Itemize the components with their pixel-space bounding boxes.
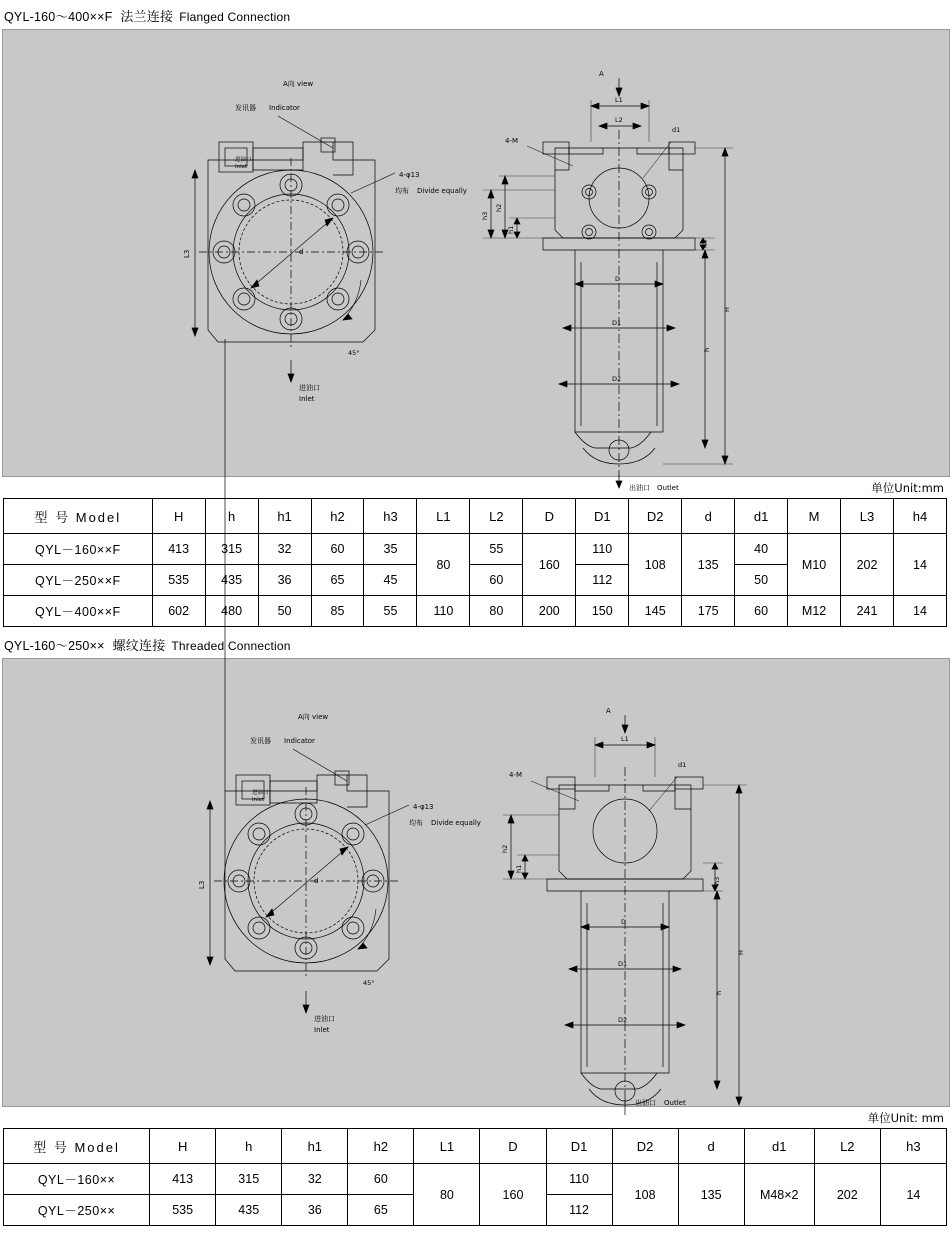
th-h: h — [216, 1129, 282, 1164]
cell-H: 602 — [152, 596, 205, 627]
cell-D2: 108 — [612, 1164, 678, 1226]
cell-h4: 14 — [894, 596, 947, 627]
cell-H: 413 — [150, 1164, 216, 1195]
th-h3: h3 — [880, 1129, 946, 1164]
cell-L2: 60 — [470, 565, 523, 596]
inlet-label-en-2: Inlet — [314, 1026, 330, 1034]
cell-d1: 50 — [735, 565, 788, 596]
th-D: D — [523, 499, 576, 534]
outlet-label-cn-1: 出油口 — [629, 484, 650, 492]
th-D1: D1 — [546, 1129, 612, 1164]
cell-model: QYL－160×× — [4, 1164, 150, 1195]
th-h2: h2 — [311, 499, 364, 534]
section-1-title-en: Flanged Connection — [179, 10, 291, 24]
angle-label-2: 45° — [363, 979, 375, 987]
cell-model: QYL－160××F — [4, 534, 153, 565]
dim-h2-1: h2 — [495, 203, 503, 212]
outlet-label-en-2: Outlet — [664, 1099, 686, 1107]
cell-h: 315 — [216, 1164, 282, 1195]
th-M: M — [788, 499, 841, 534]
cell-D2: 145 — [629, 596, 682, 627]
cell-L3: 241 — [841, 596, 894, 627]
table-row — [4, 596, 947, 627]
section-2-title-en: Threaded Connection — [171, 639, 291, 653]
a-mark-2: A — [606, 707, 611, 715]
section-1-title-cn: 法兰连接 — [120, 10, 174, 25]
cell-L1: 110 — [417, 596, 470, 627]
th-d: d — [678, 1129, 744, 1164]
dim-H-2: H — [737, 950, 745, 955]
cell-model: QYL－250××F — [4, 565, 153, 596]
cell-H: 535 — [150, 1195, 216, 1226]
divide-label-en: Divide equally — [417, 187, 467, 195]
spec-table-threaded — [3, 1128, 947, 1226]
cell-h: 315 — [205, 534, 258, 565]
cell-h4: 14 — [894, 534, 947, 596]
cell-d: 175 — [682, 596, 735, 627]
cell-h2: 60 — [348, 1164, 414, 1195]
divide-label-en-2: Divide equally — [431, 819, 481, 827]
th-H: H — [150, 1129, 216, 1164]
inlet-label-en-1: Inlet — [299, 395, 315, 403]
cell-M: M12 — [788, 596, 841, 627]
dim-d-left: d — [299, 248, 304, 256]
cell-D1: 112 — [546, 1195, 612, 1226]
divide-label-cn-2: 均布 — [409, 819, 423, 827]
inlet-label-cn-1: 进油口 — [299, 384, 320, 392]
dim-h1-2: h1 — [515, 864, 523, 873]
cell-d: 135 — [682, 534, 735, 596]
cell-h: 435 — [216, 1195, 282, 1226]
cell-H: 413 — [152, 534, 205, 565]
dim-h2-2: h2 — [501, 844, 509, 853]
indicator-label-cn: 发讯器 — [235, 104, 256, 112]
inlet-small-cn-2: 进油口 — [252, 790, 269, 796]
th-h4: h4 — [894, 499, 947, 534]
dim-D-1: D — [615, 275, 621, 283]
dim-h4-1: h4 — [701, 239, 709, 248]
table-header-row — [4, 1129, 947, 1164]
a-view-label-2: A向 view — [298, 713, 329, 721]
dim-D1-2: D1 — [618, 960, 628, 968]
dim-D2-1: D2 — [612, 375, 622, 383]
indicator-label-en-2: Indicator — [284, 737, 315, 745]
dim-h3-2: h3 — [713, 876, 721, 885]
unit-note-2: 单位Unit: mm — [867, 1111, 944, 1125]
th-L1: L1 — [417, 499, 470, 534]
table-row — [4, 534, 947, 565]
cell-d1: M48×2 — [744, 1164, 814, 1226]
cell-model: QYL－250×× — [4, 1195, 150, 1226]
cell-L2: 202 — [814, 1164, 880, 1226]
cell-h: 480 — [205, 596, 258, 627]
cell-L2: 55 — [470, 534, 523, 565]
th-L2: L2 — [814, 1129, 880, 1164]
th-d: d — [682, 499, 735, 534]
dim-L1-1: L1 — [615, 96, 623, 104]
drawing-threaded — [2, 658, 950, 1107]
cell-h3: 45 — [364, 565, 417, 596]
cell-h2: 85 — [311, 596, 364, 627]
cell-D: 160 — [523, 534, 576, 596]
section-1-code: QYL-160～400××F — [4, 10, 113, 24]
dim-L3-left: L3 — [183, 249, 191, 258]
cell-D1: 150 — [576, 596, 629, 627]
angle-label-1: 45° — [348, 349, 360, 357]
cell-h2: 65 — [311, 565, 364, 596]
four-m-1: 4-M — [505, 137, 519, 145]
holes-label: 4-φ13 — [399, 171, 420, 179]
table-header-row — [4, 499, 947, 534]
dim-L2-1: L2 — [615, 116, 623, 124]
th-model: 型 号 Model — [4, 499, 153, 534]
th-h2: h2 — [348, 1129, 414, 1164]
cell-model: QYL－400××F — [4, 596, 153, 627]
th-D1: D1 — [576, 499, 629, 534]
cell-d1: 60 — [735, 596, 788, 627]
spec-table-flanged — [3, 498, 947, 627]
cell-h2: 60 — [311, 534, 364, 565]
cell-D1: 110 — [576, 534, 629, 565]
dim-h-1: h — [703, 347, 711, 352]
dim-h1-1: h1 — [507, 225, 515, 234]
th-L1: L1 — [414, 1129, 480, 1164]
dim-H-1: H — [723, 307, 731, 312]
dim-D2-2: D2 — [618, 1016, 628, 1024]
cell-h1: 36 — [258, 565, 311, 596]
th-D: D — [480, 1129, 546, 1164]
th-D2: D2 — [629, 499, 682, 534]
outlet-label-en-1: Outlet — [657, 484, 679, 492]
divide-label-cn: 均布 — [395, 187, 409, 195]
cell-h3: 35 — [364, 534, 417, 565]
dim-d1-2: d1 — [678, 761, 687, 769]
dim-d1-1: d1 — [672, 126, 681, 134]
cell-h1: 32 — [282, 1164, 348, 1195]
a-view-label: A向 view — [283, 80, 314, 88]
th-h1: h1 — [282, 1129, 348, 1164]
cell-h2: 65 — [348, 1195, 414, 1226]
cell-D2: 108 — [629, 534, 682, 596]
dim-L1-2: L1 — [621, 735, 629, 743]
cell-D: 160 — [480, 1164, 546, 1226]
unit-note-1: 单位Unit:mm — [871, 481, 944, 495]
cell-L1: 80 — [414, 1164, 480, 1226]
section-2-title-cn: 螺纹连接 — [112, 639, 166, 654]
section-1-title — [0, 0, 952, 29]
inlet-label-cn-2: 进油口 — [314, 1015, 335, 1023]
th-d1: d1 — [744, 1129, 814, 1164]
dim-L3-left-2: L3 — [198, 880, 206, 889]
th-h1: h1 — [258, 499, 311, 534]
dim-h-2: h — [715, 990, 723, 995]
th-H: H — [152, 499, 205, 534]
section-2-code: QYL-160～250×× — [4, 639, 105, 653]
dim-D1-1: D1 — [612, 319, 622, 327]
cell-D1: 112 — [576, 565, 629, 596]
th-h3: h3 — [364, 499, 417, 534]
cell-H: 535 — [152, 565, 205, 596]
cell-h1: 50 — [258, 596, 311, 627]
indicator-label-cn-2: 发讯器 — [250, 737, 271, 745]
outlet-label-cn-2: 出油口 — [635, 1099, 656, 1107]
th-L3: L3 — [841, 499, 894, 534]
cell-h3: 14 — [880, 1164, 946, 1226]
th-D2: D2 — [612, 1129, 678, 1164]
cell-M: M10 — [788, 534, 841, 596]
cell-d: 135 — [678, 1164, 744, 1226]
inlet-small-en: Inlet — [235, 164, 248, 170]
th-L2: L2 — [470, 499, 523, 534]
a-mark-1: A — [599, 70, 604, 78]
cell-D1: 110 — [546, 1164, 612, 1195]
dim-D-2: D — [621, 918, 627, 926]
cell-d1: 40 — [735, 534, 788, 565]
cell-h: 435 — [205, 565, 258, 596]
holes-label-2: 4-φ13 — [413, 803, 434, 811]
cell-D: 200 — [523, 596, 576, 627]
th-h: h — [205, 499, 258, 534]
four-m-2: 4-M — [509, 771, 523, 779]
cell-L2: 80 — [470, 596, 523, 627]
inlet-small-en-2: Inlet — [252, 797, 265, 803]
dim-h3-1: h3 — [481, 211, 489, 220]
th-d1: d1 — [735, 499, 788, 534]
dim-d-left-2: d — [314, 877, 319, 885]
table-row — [4, 1164, 947, 1195]
section-2-title — [0, 627, 952, 658]
indicator-label-en: Indicator — [269, 104, 300, 112]
cell-h1: 32 — [258, 534, 311, 565]
cell-L3: 202 — [841, 534, 894, 596]
cell-L1: 80 — [417, 534, 470, 596]
inlet-small-cn: 进油口 — [235, 157, 252, 163]
cell-h1: 36 — [282, 1195, 348, 1226]
cell-h3: 55 — [364, 596, 417, 627]
th-model: 型 号 Model — [4, 1129, 150, 1164]
